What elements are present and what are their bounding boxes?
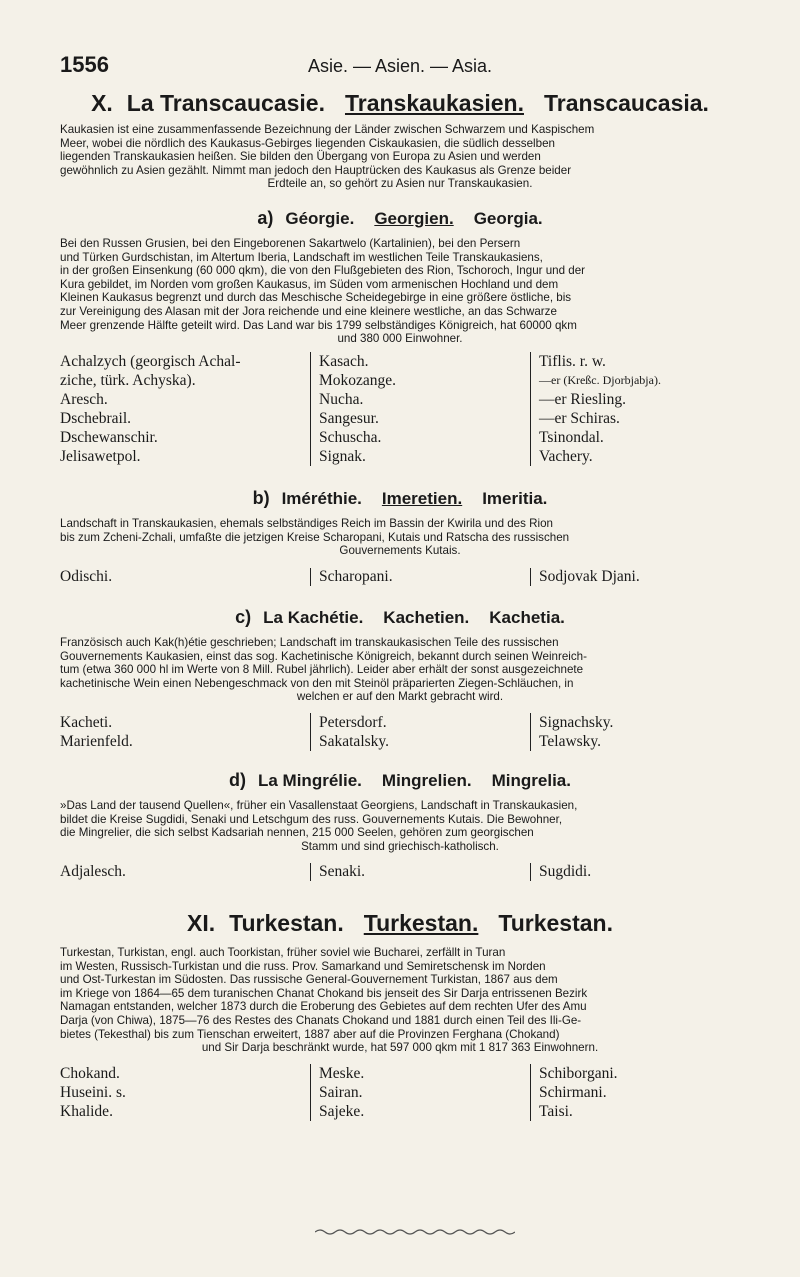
section-x-numeral: X. — [91, 90, 113, 116]
text-line: Erdteile an, so gehört zu Asien nur Transkaukasien. — [267, 177, 533, 191]
section-x-title-en: Transcaucasia. — [543, 90, 709, 116]
list-item: Scharopani. — [310, 568, 393, 586]
subsection-b-list — [60, 568, 740, 588]
list-item: Adjalesch. — [60, 863, 126, 880]
subsection-d-list — [60, 863, 740, 883]
subsection-c-letter: c) — [235, 607, 252, 627]
subsection-b-letter: b) — [252, 488, 270, 508]
list-item: —er Schiras. — [539, 410, 620, 427]
subsection-d-letter: d) — [228, 770, 246, 790]
text-line: im Westen, Russisch-Turkistan und die russ. Prov. Samarkand und Semiretschensk im Norden — [60, 959, 546, 973]
text-line: Bei den Russen Grusien, bei den Eingeborenen Sakartwelo (Kartalinien), bei den Persern — [60, 237, 521, 250]
text-line: bildet die Kreise Sugdidi, Senaki und Letschgum des russ. Gouvernements Kutais. Die Bewohner, — [60, 812, 563, 826]
subsection-d-title-fr: La Mingrélie. — [257, 771, 362, 790]
list-column — [530, 713, 613, 751]
text-line: liegenden Transkaukasien heißen. Sie bilden den Übergang von Europa zu Asien und werden — [60, 150, 541, 164]
subsection-a-heading — [60, 208, 740, 229]
subsection-a-title-de: Georgien. — [374, 209, 454, 228]
subsection-a-text — [60, 237, 740, 346]
section-xi-heading — [60, 910, 740, 937]
section-xi-title-fr: Turkestan. — [229, 910, 344, 936]
text-line: welchen er auf den Markt gebracht wird. — [296, 690, 504, 704]
text-line: in der großen Einsenkung (60 000 qkm), die von den Flußgebieten des Rion, Tschoroch, Ingur und der — [60, 264, 586, 278]
text-line: Namagan entstanden, welcher 1873 durch die Eroberung des Gebietes auf dem rechten Ufer des Amu — [60, 1000, 587, 1014]
list-item: Kacheti. — [60, 714, 113, 731]
text-line: Landschaft in Transkaukasien, ehemals selbständiges Reich im Bassin der Kwirila und des Rion — [60, 517, 553, 530]
list-item: Mokozange. — [319, 372, 397, 389]
list-item: Petersdorf. — [319, 714, 387, 731]
list-item: Sakatalsky. — [319, 733, 390, 750]
section-xi-list — [60, 1064, 740, 1124]
text-line: Turkestan, Turkistan, engl. auch Toorkistan, früher soviel wie Bucharei, zerfällt in Turan — [60, 946, 506, 959]
list-item: Vachery. — [539, 448, 593, 465]
section-x-heading — [60, 90, 740, 117]
text-line: Kura gebildet, im Norden vom großen Kaukasus, im Süden vom armenischen Hochland und dem — [60, 277, 559, 291]
text-line: Französisch auch Kak(h)étie geschrieben; Landschaft im transkaukasischen Teile des russischen — [60, 636, 559, 649]
subsection-a-title-fr: Géorgie. — [285, 209, 355, 228]
list-item: Dschebrail. — [60, 410, 132, 427]
list-item: Jelisawetpol. — [60, 448, 141, 465]
section-x-intro — [60, 123, 740, 191]
section-x-title-de: Transkaukasien. — [344, 90, 524, 116]
text-line: Gouvernements Kaukasien, einst das sog. Kachetinische Königreich, bekannt durch seinen Weinreich- — [60, 649, 587, 663]
list-item: Kasach. — [319, 353, 369, 370]
subsection-d-text — [60, 799, 740, 853]
list-item: Nucha. — [319, 391, 364, 408]
text-line: kachetinische Wein einen Nebengeschmack von den mit Steinöl präparierten Ziegen-Schläuchen, in — [60, 676, 574, 690]
section-xi-text — [60, 946, 740, 1055]
subsection-c-title-fr: La Kachétie. — [263, 608, 364, 627]
subsection-b-title-fr: Iméréthie. — [281, 489, 362, 508]
list-column — [60, 1064, 126, 1121]
list-item: Schirmani. — [539, 1084, 607, 1101]
text-line: Meer, wobei die nördlich des Kaukasus-Gebirges liegenden Ciskaukasien, die südlich desselben — [60, 136, 555, 150]
list-item: Achalzych (georgisch Achal- — [60, 353, 241, 370]
list-item: Telawsky. — [539, 733, 602, 750]
text-line: Kleinen Kaukasus begrenzt und durch das Meschische Scheidegebirge in eine größere östliche, bis — [60, 291, 572, 305]
list-item: Sugdidi. — [530, 863, 591, 881]
text-line: zur Vereinigung des Alasan mit der Jora reichende und eine kleinere westliche, an das Schwarze — [60, 304, 557, 318]
list-item: Dschewanschir. — [60, 429, 158, 446]
list-column — [310, 1064, 364, 1121]
running-head — [60, 52, 740, 82]
text-line: tum (etwa 360 000 hl im Werte von 8 Mill. Rubel jährlich). Leider aber erhält der sonst ausgezeichnete — [60, 663, 584, 677]
text-line: im Kriege von 1864—65 dem turanischen Chanat Chokand bis jenseit des Sir Darja entrissenen Bezirk — [60, 986, 588, 1000]
list-item: —er Riesling. — [539, 391, 626, 408]
text-line: und Ost-Turkestan im Südosten. Das russische General-Gouvernement Turkistan, 1867 aus dem — [60, 973, 558, 987]
text-line: und Sir Darja beschränkt wurde, hat 597 000 qkm mit 1 817 363 Einwohnern. — [201, 1041, 599, 1055]
list-column — [60, 713, 133, 751]
text-line: die Mingrelier, die sich selbst Kadsariah nennen, 215 000 Seelen, gehören zum georgischen — [60, 826, 534, 840]
subsection-a-letter: a) — [257, 208, 274, 228]
list-item: Signachsky. — [539, 714, 614, 731]
running-title: Asie. — Asien. — Asia. — [307, 56, 493, 76]
list-item: —er (Kreßc. Djorbjabja). — [539, 373, 661, 387]
section-xi-title-de: Turkestan. — [363, 910, 479, 936]
list-item: Sodjovak Djani. — [530, 568, 640, 586]
list-column — [310, 713, 389, 751]
text-line: »Das Land der tausend Quellen«, früher ein Vasallenstaat Georgiens, Landschaft in Transkaukasien, — [60, 799, 578, 812]
list-item: Signak. — [319, 448, 366, 465]
text-line: Meer grenzende Hälfte geteilt wird. Das Land war bis 1799 selbständiges Königreich, hat 60000 qkm — [60, 318, 577, 332]
text-line: Gouvernements Kutais. — [339, 544, 461, 558]
subsection-a-title-en: Georgia. — [473, 209, 543, 228]
subsection-c-text — [60, 636, 740, 704]
list-item: Tiflis. r. w. — [539, 353, 606, 370]
subsection-c-heading — [60, 607, 740, 628]
subsection-c-title-en: Kachetia. — [489, 608, 565, 627]
subsection-d-title-de: Mingrelien. — [381, 771, 472, 790]
section-xi-numeral: XI. — [187, 910, 216, 936]
list-column — [530, 352, 661, 466]
text-line: und Türken Gurdschistan, im Altertum Iberia, Landschaft im westlichen Teile Transkaukasiens, — [60, 250, 543, 264]
list-item: ziche, türk. Achyska). — [60, 372, 196, 389]
subsection-a-list — [60, 352, 740, 470]
list-item: Meske. — [319, 1065, 365, 1082]
section-x-title-fr: La Transcaucasie. — [126, 90, 325, 116]
text-line: gewöhnlich zu Asien gezählt. Nimmt man jedoch den Hauptrücken des Kaukasus als Grenze beider — [60, 163, 572, 177]
subsection-b-title-en: Imeritia. — [482, 489, 548, 508]
list-column — [310, 352, 396, 466]
list-column — [60, 352, 240, 466]
page-number: 1556 — [60, 52, 109, 77]
text-line: Darja (von Chiwa), 1875—76 des Restes des Chanats Chokand und 1881 durch einen Teil des Ili-Ge- — [60, 1013, 582, 1027]
wavy-rule-ornament — [315, 1227, 515, 1237]
text-line: Kaukasien ist eine zusammenfassende Bezeichnung der Länder zwischen Schwarzem und Kaspischem — [60, 123, 595, 136]
list-item: Sangesur. — [319, 410, 379, 427]
list-item: Sajeke. — [319, 1103, 365, 1120]
list-item: Aresch. — [60, 391, 108, 408]
list-item: Chokand. — [60, 1065, 120, 1082]
list-item: Marienfeld. — [60, 733, 133, 750]
text-line: bis zum Zcheni-Zchali, umfaßte die jetzigen Kreise Scharopani, Kutais und Ratscha des russischen — [60, 530, 570, 544]
text-line: Stamm und sind griechisch-katholisch. — [301, 839, 499, 853]
subsection-d-heading — [60, 770, 740, 791]
list-item: Schuscha. — [319, 429, 382, 446]
list-item: Odischi. — [60, 568, 113, 585]
subsection-b-text — [60, 517, 740, 558]
list-item: Senaki. — [310, 863, 365, 881]
subsection-b-title-de: Imeretien. — [381, 489, 463, 508]
subsection-c-title-de: Kachetien. — [383, 608, 470, 627]
list-item: Tsinondal. — [539, 429, 604, 446]
list-item: Huseini. s. — [60, 1084, 126, 1101]
text-line: bietes (Tekesthal) bis zum Tienschan erweitert, 1887 aber auf die Provinzen Ferghana (Chokand) — [60, 1027, 560, 1041]
section-xi-title-en: Turkestan. — [498, 910, 613, 936]
list-item: Sairan. — [319, 1084, 363, 1101]
list-column — [530, 1064, 618, 1121]
list-item: Taisi. — [539, 1103, 573, 1120]
subsection-d-title-en: Mingrelia. — [491, 771, 571, 790]
text-line: und 380 000 Einwohner. — [337, 332, 463, 346]
list-item: Schiborgani. — [539, 1065, 618, 1082]
subsection-c-list — [60, 713, 740, 753]
list-item: Khalide. — [60, 1103, 113, 1120]
subsection-b-heading — [60, 488, 740, 509]
